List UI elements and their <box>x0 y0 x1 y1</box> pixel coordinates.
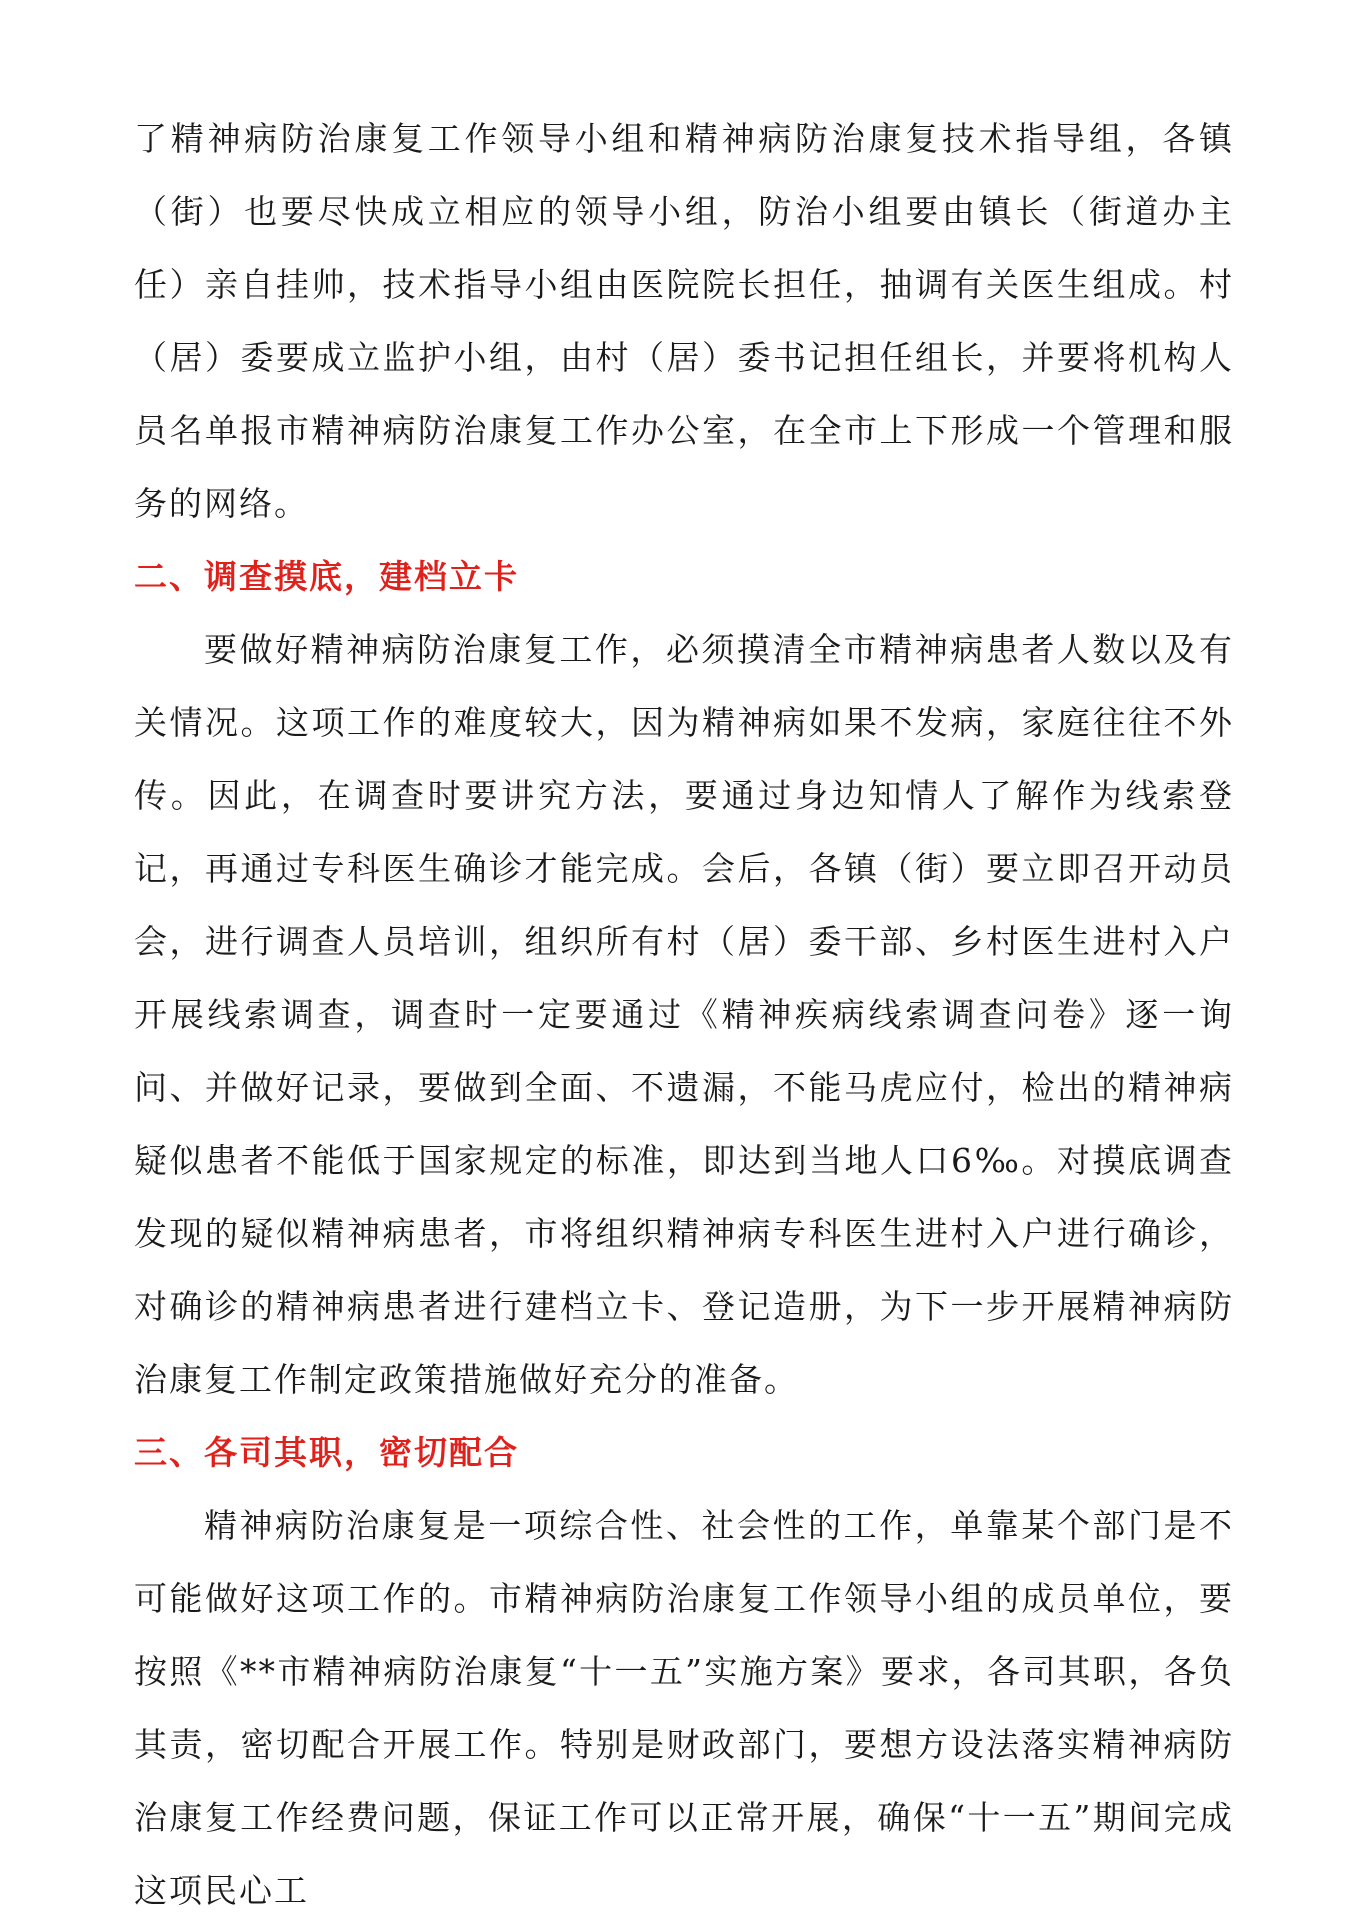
document-body <box>134 102 1234 1927</box>
section-heading-survey: 二、调查摸底，建档立卡 <box>134 557 519 596</box>
paragraph-leadership-groups: 了精神病防治康复工作领导小组和精神病防治康复技术指导组，各镇（街）也要尽快成立相应的领导小组，防治小组要由镇长（街道办主任）亲自挂帅，技术指导小组由医院院长担任，抽调有关医生组成。村（居）委要成立监护小组，由村（居）委书记担任组长，并要将机构人员名单报市精神病防治康复工作办公室，在全市上下形成一个管理和服务的网络。 <box>134 119 1234 523</box>
paragraph-cooperation: 精神病防治康复是一项综合性、社会性的工作，单靠某个部门是不可能做好这项工作的。市精神病防治康复工作领导小组的成员单位，要按照《**市精神病防治康复“十一五”实施方案》要求，各司其职，各负其责，密切配合开展工作。特别是财政部门，要想方设法落实精神病防治康复工作经费问题，保证工作可以正常开展，确保“十一五”期间完成这项民心工 <box>134 1506 1234 1910</box>
section-heading-cooperation: 三、各司其职，密切配合 <box>134 1433 519 1472</box>
paragraph-survey-records: 要做好精神病防治康复工作，必须摸清全市精神病患者人数以及有关情况。这项工作的难度较大，因为精神病如果不发病，家庭往往不外传。因此，在调查时要讲究方法，要通过身边知情人了解作为线索登记，再通过专科医生确诊才能完成。会后，各镇（街）要立即召开动员会，进行调查人员培训，组织所有村（居）委干部、乡村医生进村入户开展线索调查，调查时一定要通过《精神疾病线索调查问卷》逐一询问、并做好记录，要做到全面、不遗漏，不能马虎应付，检出的精神病疑似患者不能低于国家规定的标准，即达到当地人口6‰。对摸底调查发现的疑似精神病患者，市将组织精神病专科医生进村入户进行确诊，对确诊的精神病患者进行建档立卡、登记造册，为下一步开展精神病防治康复工作制定政策措施做好充分的准备。 <box>134 630 1234 1399</box>
